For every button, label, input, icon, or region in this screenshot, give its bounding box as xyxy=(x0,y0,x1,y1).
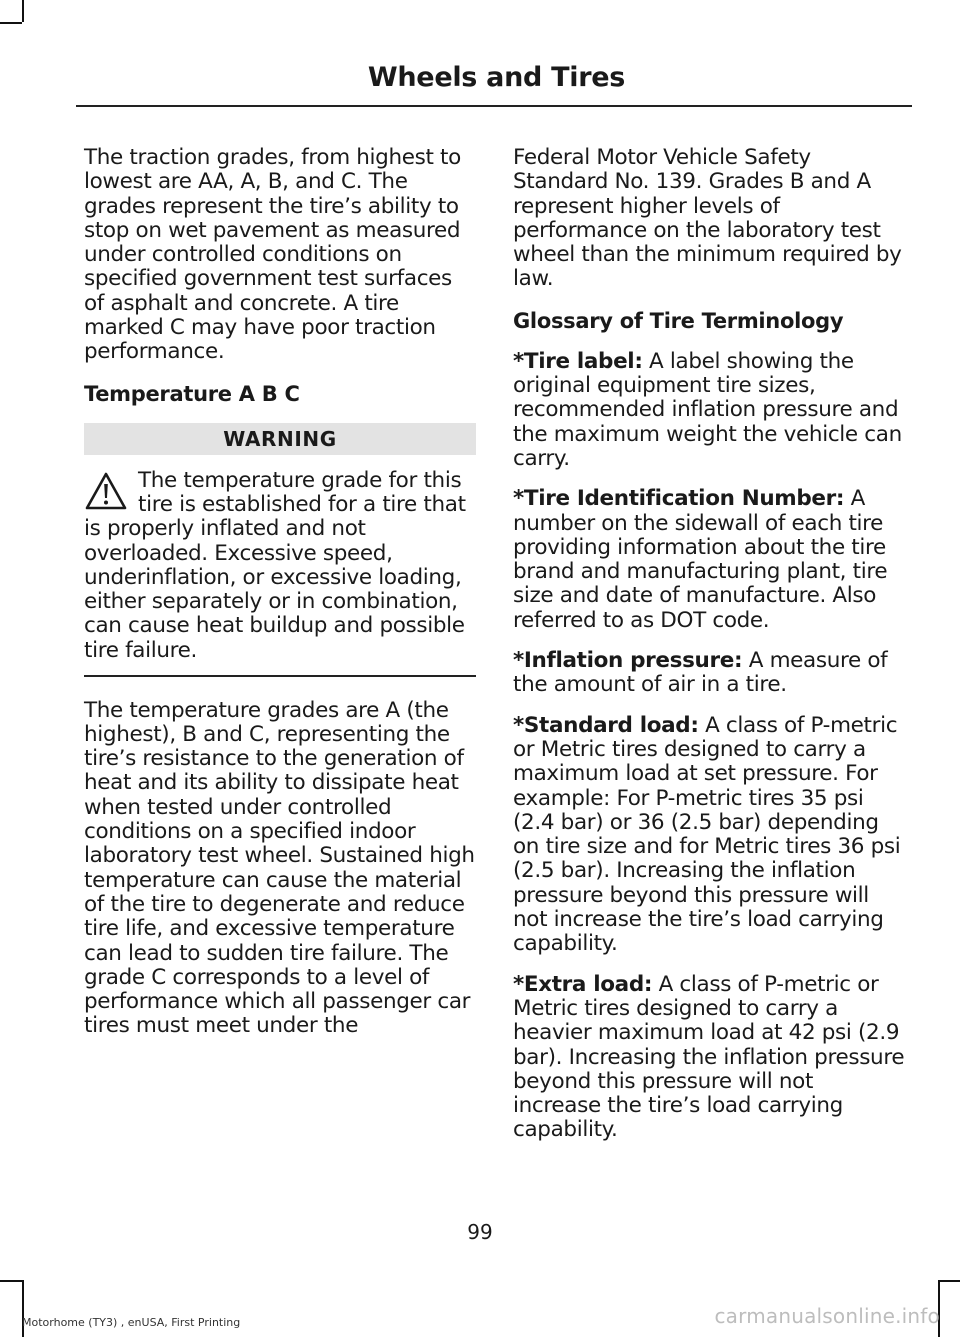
glossary-entry xyxy=(513,714,905,957)
temperature-paragraph: The temperature grades are A (the highest), B and C, representing the tire’s resistance to the generation of heat and its ability to dissipate heat when tested under controlled conditions on a specified indoor laboratory test wheel. Sustained high temperature can cause the material of the tire to degenerate and reduce tire life, and excessive temperature can lead to sudden tire failure. The grade C corresponds to a level of performance which all passenger car tires must meet under the xyxy=(84,697,475,1039)
crop-mark xyxy=(938,1280,960,1282)
glossary-entry xyxy=(513,649,905,698)
crop-mark xyxy=(0,22,22,24)
glossary-definition: A number on the sidewall of each tire providing information about the tire brand and manufacturing plant, tire size and date of manufacture. Also referred to as DOT code. xyxy=(513,486,888,633)
glossary-term: *Inflation pressure: xyxy=(513,648,743,674)
glossary-definition: A class of P-metric or Metric tires designed to carry a heavier maximum load at 42 psi (2.9 bar). Increasing the inflation pressure beyond this pressure will not increase the tire’s load carrying capability. xyxy=(513,971,905,1143)
watermark: carmanualsonline.info xyxy=(714,1304,940,1328)
header-divider xyxy=(76,105,912,107)
glossary-heading: Glossary of Tire Terminology xyxy=(513,308,844,333)
crop-mark xyxy=(22,0,24,22)
crop-mark xyxy=(0,1280,22,1282)
warning-triangle-icon xyxy=(84,471,128,511)
warning-box xyxy=(84,469,476,663)
glossary-term: *Tire label: xyxy=(513,348,643,374)
warning-text: The temperature grade for this tire is established for a tire that is properly inflated and not overloaded. Excessive speed, underinflation, or excessive loading, either separately or in combination, can cause heat buildup and possible tire failure. xyxy=(84,467,466,663)
warning-label: WARNING xyxy=(84,423,476,455)
glossary-entry xyxy=(513,973,905,1143)
glossary-term: *Extra load: xyxy=(513,971,653,997)
traction-paragraph: The traction grades, from highest to lowest are AA, A, B, and C. The grades represent the tire’s ability to stop on wet pavement as measured under controlled conditions on specified government test surfaces of asphalt and concrete. A tire marked C may have poor traction performance. xyxy=(84,145,461,365)
footer-text: Motorhome (TY3) , enUSA, First Printing xyxy=(22,1316,241,1329)
page-number: 99 xyxy=(467,1220,493,1244)
glossary-entry xyxy=(513,350,905,471)
glossary-term: *Standard load: xyxy=(513,712,699,738)
left-column xyxy=(84,146,476,1055)
standard-paragraph: Federal Motor Vehicle Safety Standard No. 139. Grades B and A represent higher levels of performance on the laboratory test wheel than the minimum required by law. xyxy=(513,145,902,292)
glossary-definition: A label showing the original equipment tire sizes, recommended inflation pressure and the maximum weight the vehicle can carry. xyxy=(513,348,902,471)
right-column xyxy=(513,146,905,1159)
page-title: Wheels and Tires xyxy=(367,62,625,93)
glossary-definition: A class of P-metric or Metric tires designed to carry a maximum load at set pressure. For example: For P-metric tires 35 psi (2.4 bar) or 36 (2.5 bar) depending on tire size and for Metric tires 36 psi (2.5 bar). Increasing the inflation pressure beyond this pressure will not increase the tire’s load carrying capability. xyxy=(513,712,901,957)
glossary-definition: A measure of the amount of air in a tire. xyxy=(513,648,888,698)
glossary-term: *Tire Identification Number: xyxy=(513,486,845,512)
glossary-entry xyxy=(513,487,905,633)
temperature-heading: Temperature A B C xyxy=(84,381,300,406)
warning-divider xyxy=(84,675,476,677)
